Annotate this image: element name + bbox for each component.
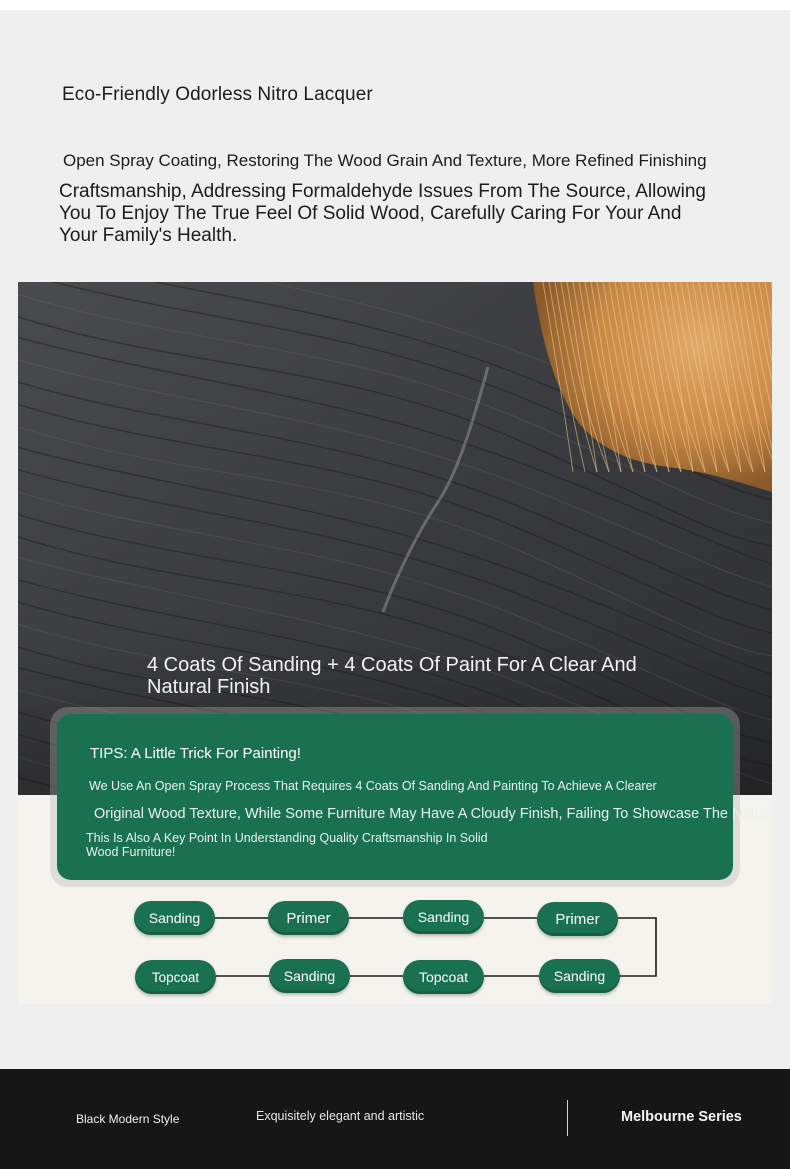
step-2-primer: Primer bbox=[268, 901, 349, 935]
step-1-sanding: Sanding bbox=[134, 901, 215, 935]
tips-line-2: Original Wood Texture, While Some Furniture May Have A Cloudy Finish, Failing To Showcase The Natural bbox=[94, 806, 779, 822]
tips-title: TIPS: A Little Trick For Painting! bbox=[90, 745, 301, 762]
footer-bar bbox=[0, 1069, 790, 1169]
intro-line-1: Open Spray Coating, Restoring The Wood Grain And Texture, More Refined Finishing bbox=[63, 151, 707, 170]
footer-style-label: Black Modern Style bbox=[76, 1112, 180, 1126]
footer-series-name: Melbourne Series bbox=[621, 1109, 742, 1125]
footer-tagline: Exquisitely elegant and artistic bbox=[256, 1109, 425, 1123]
photo-caption: 4 Coats Of Sanding + 4 Coats Of Paint For A Clear And Natural Finish bbox=[147, 654, 637, 698]
tips-card bbox=[57, 714, 779, 880]
step-6-topcoat: Topcoat bbox=[403, 960, 484, 994]
footer-divider bbox=[567, 1100, 568, 1136]
step-5-sanding: Sanding bbox=[539, 959, 620, 993]
step-7-sanding: Sanding bbox=[269, 959, 350, 993]
tips-line-3: This Is Also A Key Point In Understanding Quality Craftsmanship In Solid Wood Furniture! bbox=[86, 831, 488, 859]
step-8-topcoat: Topcoat bbox=[135, 960, 216, 994]
top-strip bbox=[0, 0, 790, 10]
intro-paragraph bbox=[59, 150, 779, 247]
step-4-primer: Primer bbox=[537, 902, 618, 936]
step-3-sanding: Sanding bbox=[403, 900, 484, 934]
page-title: Eco-Friendly Odorless Nitro Lacquer bbox=[62, 84, 373, 105]
intro-line-rest: Craftsmanship, Addressing Formaldehyde Issues From The Source, Allowing You To Enjoy The True Feel Of Solid Wood, Carefully Caring For Your And Your Family's Health. bbox=[59, 181, 707, 246]
tips-line-1: We Use An Open Spray Process That Requires 4 Coats Of Sanding And Painting To Achieve A Clearer bbox=[89, 779, 657, 793]
